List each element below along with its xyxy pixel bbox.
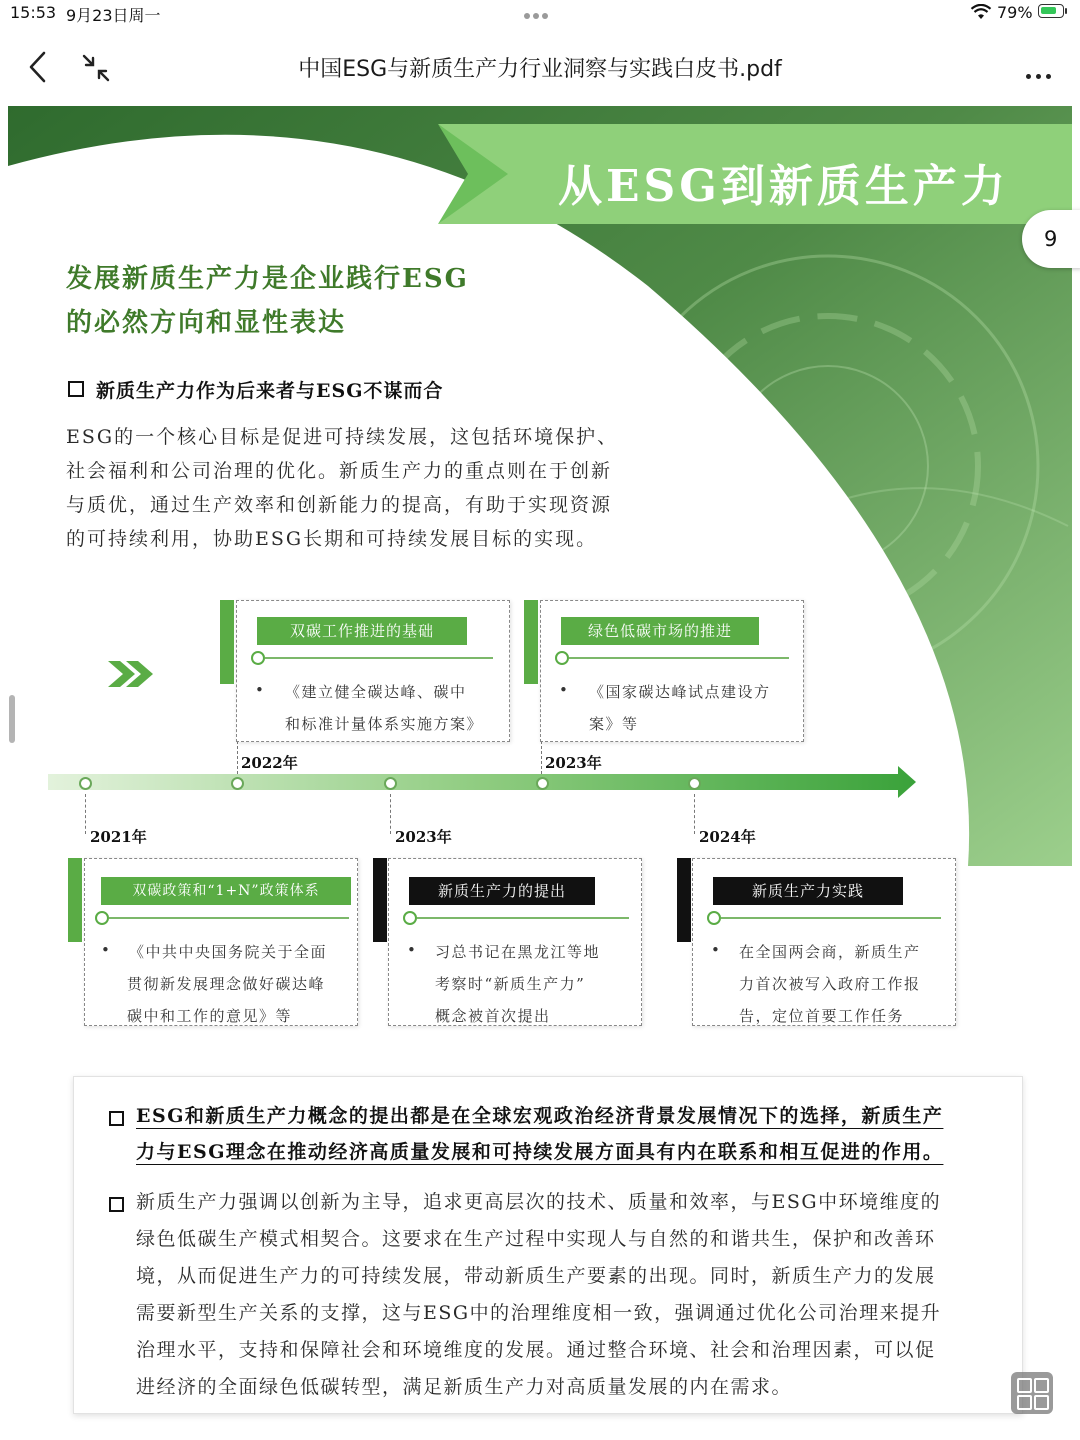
summary-body-line: 进经济的全面绿色低碳转型，满足新质生产力对高质量发展的内在需求。 [136,1376,793,1398]
timeline-card-marker [707,911,721,925]
timeline-dot [688,777,701,790]
timeline-card-marker [555,651,569,665]
body-line: 社会福利和公司治理的优化。新质生产力的重点则在于创新 [66,460,613,482]
battery-percent: 79% [997,3,1033,22]
nav-bar [0,28,1080,106]
timeline-card-marker [95,911,109,925]
timeline-dot [231,777,244,790]
timeline-card-tag: 新质生产力实践 [713,877,903,905]
summary-body-line: 治理水平，支持和保障社会和环境维度的发展。通过整合环境、社会和治理因素，可以促 [136,1339,936,1361]
body-line: 的可持续利用，协助ESG长期和可持续发展目标的实现。 [66,528,598,550]
timeline-year: 2022年 [241,754,298,772]
bullet: • [407,941,418,959]
body-line: ESG的一个核心目标是促进可持续发展，这包括环境保护、 [66,426,619,448]
section-heading-line-1: 发展新质生产力是企业践行ESG [66,264,469,294]
timeline-card-2023-top [540,600,804,742]
timeline-card-text: 概念被首次提出 [435,1007,551,1025]
summary-body-line: 需要新型生产关系的支撑，这与ESG中的治理维度相一致，强调通过优化公司治理来提升 [136,1302,942,1324]
multitask-dots-icon[interactable] [524,4,556,14]
timeline-card-2024 [692,858,956,1026]
timeline-card-text: 碳中和工作的意见》等 [127,1007,293,1025]
timeline-dot [536,777,549,790]
timeline-card-tag: 双碳政策和“1+N”政策体系 [101,877,351,905]
summary-bold-line: 力与ESG理念在推动经济高质量发展和可持续发展方面具有内在联系和相互促进的作用。 [136,1141,944,1163]
checkbox-icon [109,1111,124,1126]
timeline-year: 2023年 [395,828,452,846]
section-heading-line-2: 的必然方向和显性表达 [66,308,347,338]
status-time: 15:53 [10,3,57,22]
thumbnail-grid-icon[interactable] [1011,1372,1053,1414]
status-date: 9月23日周一 [66,6,161,25]
timeline-card-2021 [84,858,358,1026]
timeline-year: 2021年 [90,828,147,846]
document-title: 中国ESG与新质生产力行业洞察与实践白皮书.pdf [298,57,782,82]
scrollbar-thumb[interactable] [9,695,15,743]
timeline-card-tag: 双碳工作推进的基础 [257,617,467,645]
bullet: • [559,681,570,699]
timeline-card-text: 《中共中央国务院关于全面 [129,943,328,961]
bullet: • [101,941,112,959]
checkbox-icon [109,1197,124,1212]
battery-icon [1038,4,1064,18]
timeline-card-text: 贯彻新发展理念做好碳达峰 [127,975,326,993]
more-options-icon[interactable] [1026,64,1058,72]
page-number-badge[interactable]: 9 [1022,210,1080,268]
timeline-card-tag: 绿色低碳市场的推进 [561,617,759,645]
wifi-icon [970,4,992,20]
timeline-card-text: 《国家碳达峰试点建设方 [589,683,771,701]
status-bar [0,0,1080,28]
timeline-card-text: 告，定位首要工作任务 [739,1007,905,1025]
timeline-card-text: 案》等 [589,715,639,733]
timeline-card-tag: 新质生产力的提出 [409,877,595,905]
timeline-card-text: 和标准计量体系实施方案》 [285,715,484,733]
bullet: • [711,941,722,959]
timeline-dot [384,777,397,790]
timeline-card-2023-bottom [388,858,642,1026]
timeline-card-text: 《建立健全碳达峰、碳中 [285,683,467,701]
summary-body-line: 新质生产力强调以创新为主导，追求更高层次的技术、质量和效率，与ESG中环境维度的 [136,1191,942,1213]
body-line: 与质优，通过生产效率和创新能力的提高，有助于实现资源 [66,494,613,516]
summary-body-line: 境，从而促进生产力的可持续发展，带动新质生产要素的出现。同时，新质生产力的发展 [136,1265,936,1287]
sub-heading-text: 新质生产力作为后来者与ESG不谋而合 [96,380,444,402]
timeline-card-text: 习总书记在黑龙江等地 [435,943,601,961]
timeline-card-marker [251,651,265,665]
back-chevron-icon[interactable] [26,50,50,84]
timeline-card-2022 [236,600,510,742]
sub-heading [68,376,443,403]
timeline-card-marker [403,911,417,925]
timeline-year: 2024年 [699,828,756,846]
summary-box [73,1076,1023,1414]
exit-fullscreen-icon[interactable] [80,52,112,84]
bullet: • [255,681,266,699]
checkbox-icon [68,381,84,397]
timeline-card-text: 考察时“新质生产力” [435,975,586,993]
summary-body-line: 绿色低碳生产模式相契合。这要求在生产过程中实现人与自然的和谐共生，保护和改善环 [136,1228,936,1250]
summary-bold-line: ESG和新质生产力概念的提出都是在全球宏观政治经济背景发展情况下的选择，新质生产 [136,1105,944,1127]
timeline-year: 2023年 [545,754,602,772]
timeline-card-text: 力首次被写入政府工作报 [739,975,921,993]
timeline-card-text: 在全国两会商，新质生产 [739,943,921,961]
timeline-dot [79,777,92,790]
pdf-page[interactable] [8,106,1072,1440]
banner-title: 从ESG到新质生产力 [558,161,1009,212]
